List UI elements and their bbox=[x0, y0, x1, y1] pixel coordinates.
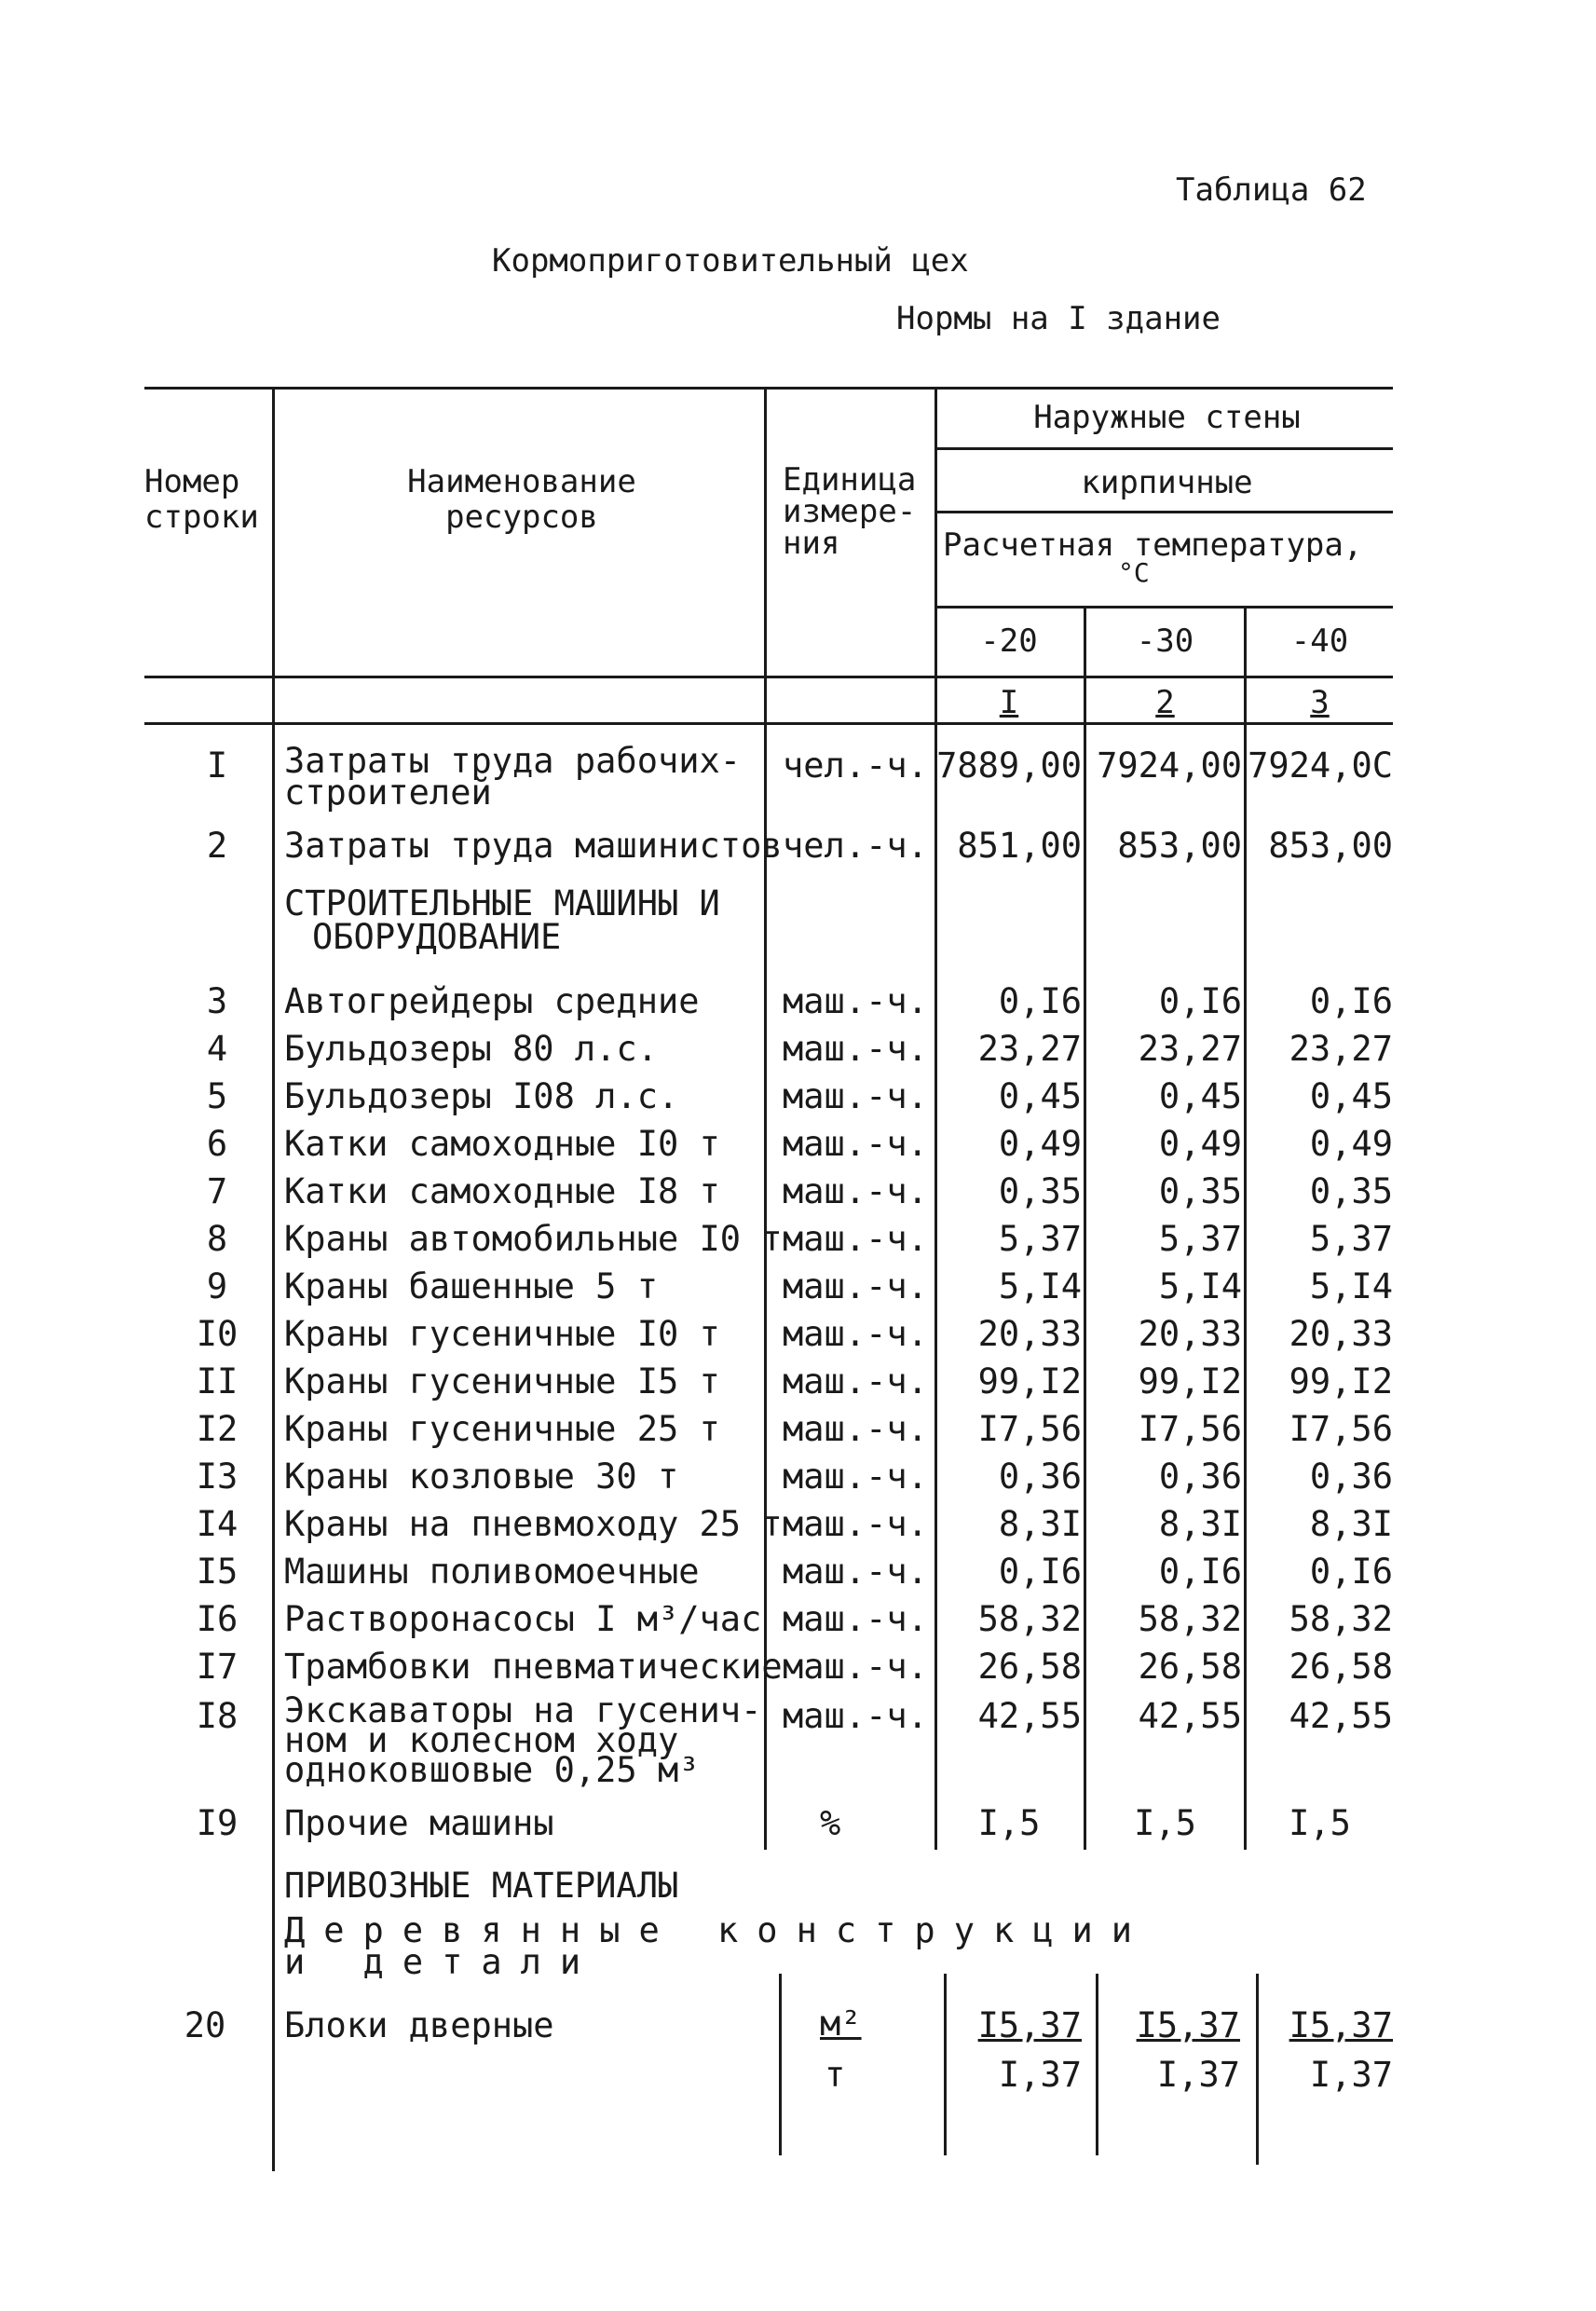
row-value-2: 99,I2 bbox=[1138, 1361, 1242, 1402]
row-value-3: 58,32 bbox=[1289, 1599, 1393, 1639]
row-num: 9 bbox=[206, 1266, 228, 1306]
row-value-3: 5,I4 bbox=[1309, 1266, 1393, 1306]
row-name: Краны на пневмоходу 25 т bbox=[284, 1504, 783, 1544]
row-value-1: 0,I6 bbox=[998, 981, 1082, 1021]
row-name: Машины поливомоечные bbox=[284, 1552, 700, 1592]
row-value-2: 0,45 bbox=[1158, 1076, 1242, 1116]
row-value-1: 0,35 bbox=[998, 1171, 1082, 1211]
row-value-2: 26,58 bbox=[1138, 1647, 1242, 1687]
row-value-2: 5,I4 bbox=[1158, 1266, 1242, 1306]
col-divider-name bbox=[764, 387, 767, 1850]
row-num: 3 bbox=[206, 981, 228, 1021]
row-unit: маш.-ч. bbox=[783, 1599, 928, 1639]
header-rule-temps bbox=[144, 676, 1393, 678]
row-value-3: 99,I2 bbox=[1289, 1361, 1393, 1402]
header-temp-unit: °С bbox=[1118, 557, 1150, 588]
row-value-3: 5,37 bbox=[1309, 1219, 1393, 1259]
temp-col-3: -40 bbox=[1290, 622, 1349, 660]
row-value-3-mass: I,37 bbox=[1309, 2055, 1393, 2095]
row-unit: маш.-ч. bbox=[783, 1361, 928, 1402]
row-num: 6 bbox=[206, 1124, 228, 1164]
row-num: I5 bbox=[196, 1552, 239, 1592]
row-num: I9 bbox=[196, 1803, 239, 1843]
row-name: Трамбовки пневматические bbox=[284, 1647, 783, 1687]
row-value-3: 0,36 bbox=[1309, 1456, 1393, 1497]
row-num: I8 bbox=[196, 1696, 239, 1736]
row-unit: маш.-ч. bbox=[783, 1696, 928, 1736]
header-rule-walls bbox=[934, 447, 1393, 450]
row-value-1: 20,33 bbox=[977, 1314, 1082, 1354]
row-value-2-mass: I,37 bbox=[1156, 2055, 1240, 2095]
row-name: Краны гусеничные I0 т bbox=[284, 1314, 720, 1354]
row-value-1: 5,I4 bbox=[998, 1266, 1082, 1306]
row-value-3: 853,00 bbox=[1268, 826, 1393, 866]
row-name: Прочие машины bbox=[284, 1803, 554, 1843]
row-value-1: 58,32 bbox=[977, 1599, 1082, 1639]
row-value-1: I,5 bbox=[977, 1803, 1041, 1843]
row-value-1: 8,3I bbox=[998, 1504, 1082, 1544]
row-unit: маш.-ч. bbox=[783, 1219, 928, 1259]
section-materials: ПРИВОЗНЫЕ МАТЕРИАЛЫ bbox=[284, 1866, 679, 1906]
row-unit: маш.-ч. bbox=[783, 1456, 928, 1497]
row-value-2: 58,32 bbox=[1138, 1599, 1242, 1639]
row-num: 2 bbox=[206, 826, 228, 866]
row-name: Затраты труда машинистов bbox=[284, 826, 783, 866]
row-value-3: 0,I6 bbox=[1309, 1552, 1393, 1592]
row-value-1: 42,55 bbox=[977, 1696, 1082, 1736]
row-value-1: 0,49 bbox=[998, 1124, 1082, 1164]
row-value-2: 23,27 bbox=[1138, 1029, 1242, 1069]
row-name: Катки самоходные I0 т bbox=[284, 1124, 720, 1164]
row-value-2: 0,I6 bbox=[1158, 1552, 1242, 1592]
row-unit: маш.-ч. bbox=[783, 1647, 928, 1687]
subsection-wood: Деревянные конструкции и детали bbox=[284, 1910, 1152, 1982]
row-value-2: 20,33 bbox=[1138, 1314, 1242, 1354]
header-bottom-rule bbox=[144, 722, 1393, 725]
row-value-3: 7924,0C bbox=[1248, 745, 1393, 786]
row-name: Автогрейдеры средние bbox=[284, 981, 700, 1021]
row-unit: % bbox=[820, 1803, 841, 1843]
row-unit: маш.-ч. bbox=[783, 1504, 928, 1544]
row-value-1: 0,45 bbox=[998, 1076, 1082, 1116]
row-value-2: I5,37 bbox=[1136, 2005, 1240, 2045]
table-label: Таблица 62 bbox=[1176, 171, 1367, 209]
page-title: Кормоприготовительный цех bbox=[492, 242, 969, 280]
row-value-1: 23,27 bbox=[977, 1029, 1082, 1069]
row-num: I3 bbox=[196, 1456, 239, 1497]
row-value-3: 26,58 bbox=[1289, 1647, 1393, 1687]
header-rule-temp bbox=[934, 606, 1393, 609]
row-value-3: 23,27 bbox=[1289, 1029, 1393, 1069]
index-col-1: I bbox=[999, 684, 1019, 721]
row-value-3: 8,3I bbox=[1309, 1504, 1393, 1544]
row-value-3: 0,49 bbox=[1309, 1124, 1393, 1164]
row-value-1: 851,00 bbox=[957, 826, 1082, 866]
row-name: Краны башенные 5 т bbox=[284, 1266, 658, 1306]
row-value-3: 20,33 bbox=[1289, 1314, 1393, 1354]
row-unit: маш.-ч. bbox=[783, 1076, 928, 1116]
header-temp: Расчетная температура, bbox=[943, 526, 1363, 564]
header-num: Номер строки bbox=[144, 463, 259, 536]
row-name: Краны козловые 30 т bbox=[284, 1456, 679, 1497]
row-unit: маш.-ч. bbox=[783, 981, 928, 1021]
row-num: I7 bbox=[196, 1647, 239, 1687]
row-unit: маш.-ч. bbox=[783, 1171, 928, 1211]
row-num: II bbox=[196, 1361, 239, 1402]
header-walls: Наружные стены bbox=[1033, 399, 1301, 436]
row-unit-secondary: т bbox=[825, 2055, 846, 2095]
row-value-3: 0,35 bbox=[1309, 1171, 1393, 1211]
row-num: 7 bbox=[206, 1171, 228, 1211]
header-unit: Единица измере- ния bbox=[783, 461, 917, 562]
row-value-2: 8,3I bbox=[1158, 1504, 1242, 1544]
row-num: 5 bbox=[206, 1076, 228, 1116]
row-value-3: I,5 bbox=[1289, 1803, 1351, 1843]
row-value-2: 0,49 bbox=[1158, 1124, 1242, 1164]
row-name: Блоки дверные bbox=[284, 2005, 554, 2045]
row-unit: маш.-ч. bbox=[783, 1029, 928, 1069]
row-name: Краны автомобильные I0 т bbox=[284, 1219, 783, 1259]
row-value-1: 26,58 bbox=[977, 1647, 1082, 1687]
row-name: Затраты труда рабочих- строителей bbox=[284, 741, 742, 813]
index-col-2: 2 bbox=[1155, 684, 1175, 721]
page-subtitle: Нормы на I здание bbox=[896, 300, 1221, 337]
row-num: I6 bbox=[196, 1599, 239, 1639]
row-value-2: 7924,00 bbox=[1097, 745, 1242, 786]
row-value-2: 0,35 bbox=[1158, 1171, 1242, 1211]
row-value-2: 42,55 bbox=[1138, 1696, 1242, 1736]
row-value-1-mass: I,37 bbox=[998, 2055, 1082, 2095]
row-name: Экскаваторы на гусенич- ном и колесном ходу одноковшовые 0,25 м³ bbox=[284, 1690, 762, 1790]
temp-col-2: -30 bbox=[1136, 622, 1194, 660]
row-name: Краны гусеничные I5 т bbox=[284, 1361, 720, 1402]
row-value-1: I5,37 bbox=[977, 2005, 1082, 2045]
col-divider-num bbox=[272, 387, 275, 2171]
index-col-3: 3 bbox=[1310, 684, 1330, 721]
row-value-1: 5,37 bbox=[998, 1219, 1082, 1259]
row-value-2: I,5 bbox=[1134, 1803, 1196, 1843]
row-value-3: 0,I6 bbox=[1309, 981, 1393, 1021]
row-name: Краны гусеничные 25 т bbox=[284, 1409, 720, 1449]
row-value-1: 7889,00 bbox=[936, 745, 1082, 786]
row-unit: маш.-ч. bbox=[783, 1409, 928, 1449]
row-value-3: I7,56 bbox=[1289, 1409, 1393, 1449]
table-top-rule bbox=[144, 387, 1393, 390]
header-rule-material bbox=[934, 511, 1393, 513]
row-name: Бульдозеры 80 л.с. bbox=[284, 1029, 658, 1069]
row-unit: маш.-ч. bbox=[783, 1552, 928, 1592]
row-value-2: I7,56 bbox=[1138, 1409, 1242, 1449]
row-name: Бульдозеры I08 л.с. bbox=[284, 1076, 679, 1116]
row-value-2: 5,37 bbox=[1158, 1219, 1242, 1259]
row-value-2: 0,36 bbox=[1158, 1456, 1242, 1497]
row-unit: маш.-ч. bbox=[783, 1266, 928, 1306]
row-value-3: 42,55 bbox=[1289, 1696, 1393, 1736]
row-value-2: 0,I6 bbox=[1158, 981, 1242, 1021]
row-name: Растворонасосы I м³/час bbox=[284, 1599, 762, 1639]
row-value-1: 0,36 bbox=[998, 1456, 1082, 1497]
temp-col-1: -20 bbox=[980, 622, 1038, 660]
row-value-1: I7,56 bbox=[977, 1409, 1082, 1449]
section-machines: СТРОИТЕЛЬНЫЕ МАШИНЫ И ОБОРУДОВАНИЕ bbox=[284, 883, 720, 957]
row-value-3: I5,37 bbox=[1289, 2005, 1393, 2045]
row-unit: маш.-ч. bbox=[783, 1314, 928, 1354]
row-num: I2 bbox=[196, 1409, 239, 1449]
header-name: Наименование ресурсов bbox=[407, 463, 636, 536]
row-num: I0 bbox=[196, 1314, 239, 1354]
row-value-2: 853,00 bbox=[1117, 826, 1242, 866]
row-num: I bbox=[206, 745, 228, 786]
row-unit: чел.-ч. bbox=[783, 745, 928, 786]
row-value-3: 0,45 bbox=[1309, 1076, 1393, 1116]
row-value-1: 99,I2 bbox=[977, 1361, 1082, 1402]
row-name: Катки самоходные I8 т bbox=[284, 1171, 720, 1211]
row-unit: чел.-ч. bbox=[783, 826, 928, 866]
row-unit-primary: м² bbox=[820, 2003, 862, 2044]
header-material: кирпичные bbox=[1081, 464, 1253, 501]
row-num: 8 bbox=[206, 1219, 228, 1259]
row-num: 4 bbox=[206, 1029, 228, 1069]
row-num: I4 bbox=[196, 1504, 239, 1544]
row-unit: маш.-ч. bbox=[783, 1124, 928, 1164]
row-value-1: 0,I6 bbox=[998, 1552, 1082, 1592]
row-num: 20 bbox=[184, 2005, 226, 2045]
col-divider-unit-row20 bbox=[779, 1974, 782, 2155]
